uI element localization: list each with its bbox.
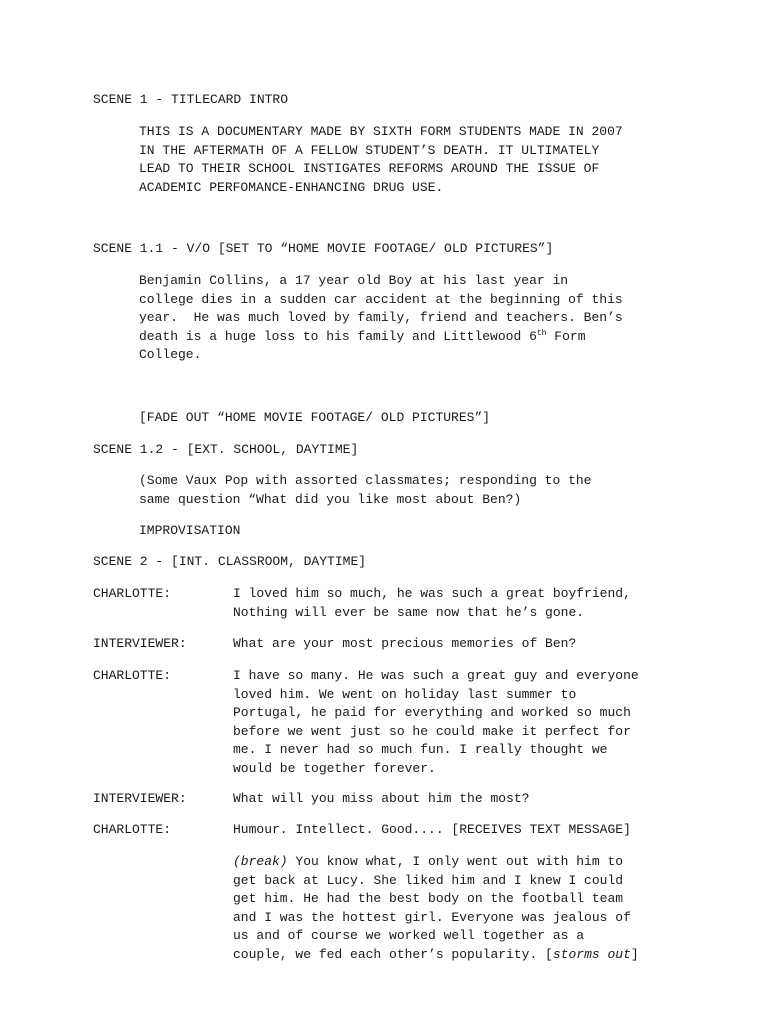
dialogue-line: get back at Lucy. She liked him and I knew I could: [233, 872, 624, 888]
dialogue-line: us and of course we worked well together as a: [233, 928, 585, 943]
stage-direction-break: (break): [233, 854, 288, 869]
speaker-label: CHARLOTTE:: [93, 668, 172, 683]
scene-1-1-heading: SCENE 1.1 - V/O [SET TO “HOME MOVIE FOOTAGE/ OLD PICTURES”]: [93, 241, 554, 256]
dialogue-line: [233, 946, 639, 965]
dialogue-line: [233, 853, 623, 872]
scene-1-1-line: college dies in a sudden car accident at the beginning of this: [139, 291, 623, 307]
dialogue-line: What will you miss about him the most?: [233, 791, 530, 806]
dialogue-line: and I was the hottest girl. Everyone was jealous of: [233, 909, 631, 925]
stage-direction-storms-out: storms out: [552, 946, 631, 962]
dialogue-line: What are your most precious memories of Ben?: [233, 636, 577, 651]
scene-1-2-line: same question “What did you like most about Ben?): [139, 491, 522, 507]
improvisation-label: IMPROVISATION: [139, 523, 241, 538]
scene-1-1-line: College.: [139, 347, 202, 362]
scene-1-line: THIS IS A DOCUMENTARY MADE BY SIXTH FORM STUDENTS MADE IN 2007: [139, 124, 623, 139]
dialogue-line: me. I never had so much fun. I really thought we: [233, 742, 608, 757]
scene-1-1-line: Benjamin Collins, a 17 year old Boy at his last year in: [139, 273, 569, 288]
superscript-th: th: [536, 328, 547, 338]
scene-1-1-line: [139, 328, 586, 347]
fade-out-direction: [FADE OUT “HOME MOVIE FOOTAGE/ OLD PICTURES”]: [139, 410, 491, 425]
scene-1-line: ACADEMIC PERFOMANCE-ENHANCING DRUG USE.: [139, 179, 444, 195]
dialogue-line: loved him. We went on holiday last summer to: [233, 686, 577, 702]
scene-1-2-line: (Some Vaux Pop with assorted classmates; responding to the: [139, 473, 592, 488]
scene-2-heading: SCENE 2 - [INT. CLASSROOM, DAYTIME]: [93, 554, 367, 569]
scene-1-line: IN THE AFTERMATH OF A FELLOW STUDENT’S DEATH. IT ULTIMATELY: [139, 142, 600, 158]
dialogue-line: Nothing will ever be same now that he’s gone.: [233, 604, 585, 620]
dialogue-line: get him. He had the best body on the football team: [233, 891, 624, 906]
speaker-label: INTERVIEWER:: [93, 636, 187, 651]
speaker-label: CHARLOTTE:: [93, 822, 172, 837]
dialogue-line: would be together forever.: [233, 760, 436, 776]
scene-1-heading: SCENE 1 - TITLECARD INTRO: [93, 92, 289, 107]
speaker-label: CHARLOTTE:: [93, 586, 172, 601]
dialogue-line: I have so many. He was such a great guy and everyone: [233, 668, 639, 683]
line-text: couple, we fed each other’s popularity. [: [233, 946, 553, 962]
line-text: death is a huge loss to his family and Littlewood 6: [139, 328, 537, 344]
scene-1-line: LEAD TO THEIR SCHOOL INSTIGATES REFORMS AROUND THE ISSUE OF: [139, 161, 600, 176]
dialogue-line: Portugal, he paid for everything and worked so much: [233, 705, 631, 720]
scene-1-1-line: year. He was much loved by family, friend and teachers. Ben’s: [139, 310, 623, 325]
dialogue-line: I loved him so much, he was such a great boyfriend,: [233, 586, 631, 601]
dialogue-line: Humour. Intellect. Good.... [RECEIVES TEXT MESSAGE]: [233, 822, 631, 837]
line-text: ]: [630, 946, 639, 962]
line-text: Form: [546, 328, 586, 344]
speaker-label: INTERVIEWER:: [93, 791, 187, 806]
scene-1-2-heading: SCENE 1.2 - [EXT. SCHOOL, DAYTIME]: [93, 442, 359, 457]
line-text: You know what, I only went out with him to: [287, 854, 624, 869]
dialogue-line: before we went just so he could make it perfect for: [233, 723, 631, 739]
